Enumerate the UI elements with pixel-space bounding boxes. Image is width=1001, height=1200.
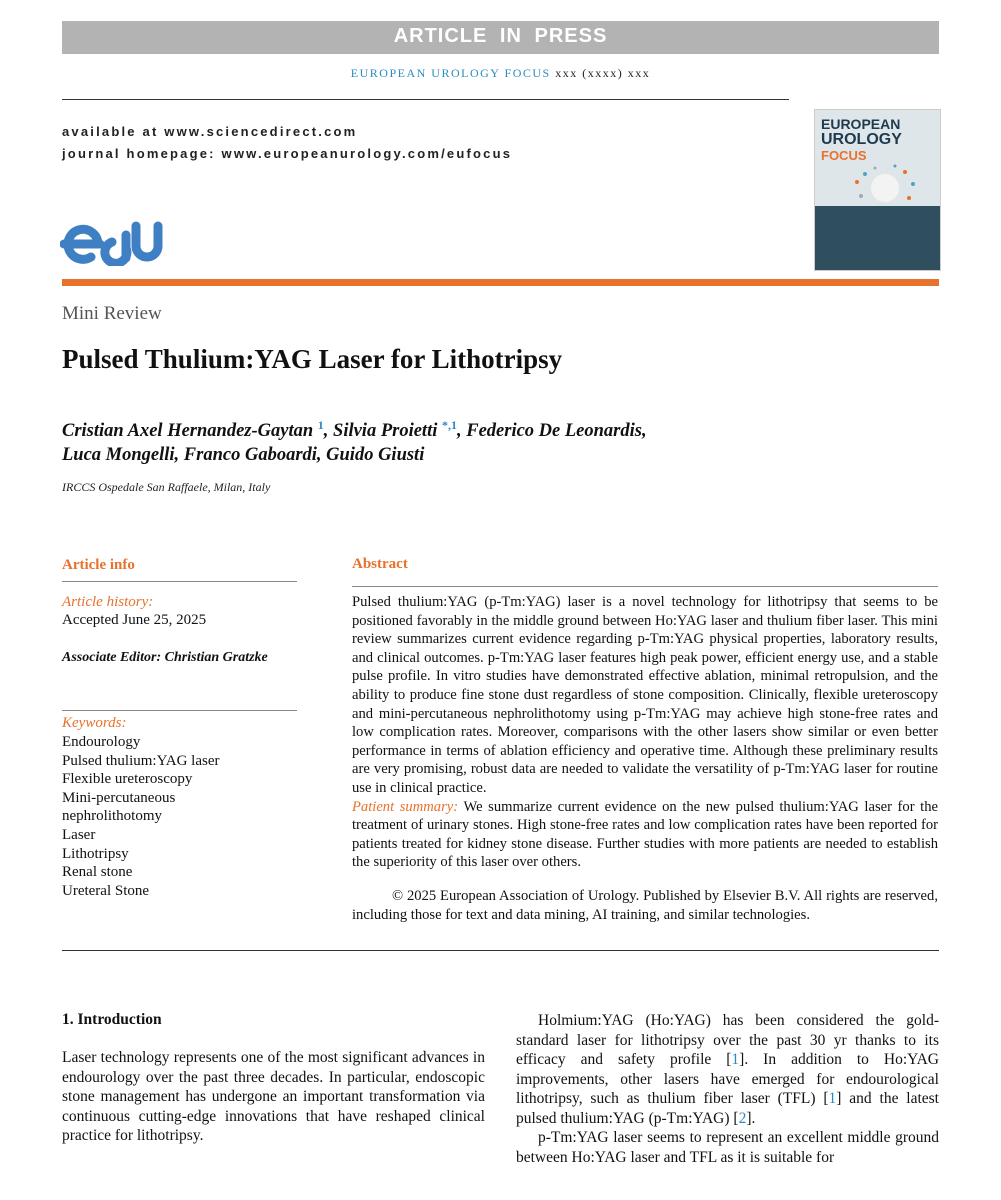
keyword-item: Laser — [62, 826, 96, 843]
keywords-divider — [62, 710, 297, 711]
intro-left-paragraph: Laser technology represents one of the most significant advances in endourology over the past three decades. In particular, endoscopic stone management has undergone an important transformation via continuous cutting-edge innovations that have reshaped clinical practice for lithotripsy. — [62, 1049, 485, 1144]
keyword-item: Pulsed thulium:YAG laser — [62, 752, 220, 769]
journal-citation — [62, 66, 939, 81]
journal-homepage-line[interactable]: journal homepage: www.europeanurology.com/eufocus — [62, 146, 513, 161]
author-list — [62, 413, 882, 467]
article-info-divider — [62, 581, 297, 582]
abstract-bottom-divider — [62, 950, 939, 951]
intro-right-text-d: ]. — [746, 1109, 756, 1127]
cover-title-line3: FOCUS — [821, 148, 867, 163]
article-title: Pulsed Thulium:YAG Laser for Lithotripsy — [62, 344, 563, 374]
journal-cover-image — [814, 109, 941, 271]
orange-divider — [62, 279, 939, 286]
header-divider — [62, 99, 789, 100]
abstract-text — [352, 593, 938, 872]
author-1[interactable]: Cristian Axel Hernandez-Gaytan — [62, 421, 314, 442]
keyword-item: Lithotripsy — [62, 845, 129, 862]
article-history-label: Article history: — [62, 594, 154, 610]
author-2[interactable]: Silvia Proietti — [333, 421, 438, 442]
citation-link[interactable]: 2 — [738, 1109, 747, 1127]
author-2-affiliation-mark[interactable]: *,1 — [441, 418, 457, 432]
available-at-line[interactable]: available at www.sciencedirect.com — [62, 124, 358, 139]
cover-title-line1: EUROPEAN — [821, 116, 901, 132]
keyword-item: Ureteral Stone — [62, 882, 150, 899]
keyword-item: Mini-percutaneous — [62, 789, 176, 806]
citation-link[interactable]: 1 — [828, 1090, 837, 1107]
citation-link[interactable]: 1 — [731, 1051, 740, 1068]
author-line-2[interactable]: Luca Mongelli, Franco Gaboardi, Guido Giusti — [62, 445, 425, 466]
article-type-label: Mini Review — [62, 303, 162, 324]
keyword-item: nephrolithotomy — [62, 808, 162, 825]
keywords-label: Keywords: — [62, 715, 127, 731]
patient-summary-label: Patient summary: — [352, 798, 459, 815]
article-in-press-banner: ARTICLE IN PRESS — [62, 21, 939, 54]
affiliation: IRCCS Ospedale San Raffaele, Milan, Italy — [62, 480, 271, 494]
article-info-heading: Article info — [62, 557, 135, 573]
accepted-date: Accepted June 25, 2025 — [62, 612, 207, 628]
cover-title-line2: UROLOGY — [821, 131, 902, 148]
abstract-heading: Abstract — [352, 556, 408, 572]
intro-right-paragraph-1 — [516, 1011, 939, 1128]
copyright-notice: © 2025 European Association of Urology. Published by Elsevier B.V. All rights are reserved, including those for text and data mining, AI training, and similar technologies. — [352, 888, 938, 923]
author-3[interactable]: Federico De Leonardis, — [466, 421, 647, 442]
intro-right-paragraph-2: p-Tm:YAG laser seems to represent an excellent middle ground between Ho:YAG laser and TFL as it is suitable for — [516, 1129, 939, 1166]
journal-name-link[interactable]: EUROPEAN UROLOGY FOCUS — [350, 66, 551, 80]
author-1-affiliation-mark[interactable]: 1 — [317, 418, 324, 432]
keyword-item: Flexible ureteroscopy — [62, 771, 193, 788]
cover-bottom-band — [815, 206, 940, 270]
intro-right-text-b: ]. In addition to Ho:YAG improvements, other lasers have emerged for endourological lithotripsy, such as thulium fiber laser (TFL) [ — [516, 1051, 939, 1107]
intro-right-text-c: ] and the latest pulsed thulium:YAG (p-Tm:YAG) [ — [516, 1090, 939, 1127]
abstract-body: Pulsed thulium:YAG (p-Tm:YAG) laser is a novel technology for lithotripsy that seems to be positioned favorably in the middle ground between Ho:YAG laser and thulium fiber laser. This mini review summarizes current evidence regarding p-Tm:YAG physical properties, laboratory results, and clinical outcomes. p-Tm:YAG laser features high peak power, efficient energy use, and a stable pulse profile. In vitro studies have demonstrated effective ablation, minimal retropulsion, and the ability to produce fine stone dust regardless of stone composition. Clinically, flexible ureteroscopy and mini-percutaneous nephrolithotomy using p-Tm:YAG may achieve high stone-free rates and low complication rates. Moreover, comparisons with the other lasers show similar or even better performance in terms of ablation efficiency and operative time. Although these preliminary results are very promising, robust data are needed to validate the versatility of p-Tm:YAG laser for routine use in clinical practice. — [352, 594, 938, 796]
keyword-item: Renal stone — [62, 864, 133, 881]
author-line-1: Cristian Axel Hernandez-Gaytan $^1$, Silvia Proietti $^{*,1}$, Federico De Leonardis, — [62, 418, 647, 442]
journal-volume: xxx (xxxx) xxx — [555, 66, 651, 80]
abstract-divider — [352, 586, 938, 587]
patient-summary-text: We summarize current evidence on the new pulsed thulium:YAG laser for the treatment of urinary stones. High stone-free rates and low complication rates have been reported for patients treated for kidney stone disease. Further studies with more patients are needed to establish the superiority of this laser over others. — [352, 798, 938, 871]
intro-right-text-a: Holmium:YAG (Ho:YAG) has been considered the gold-standard laser for lithotripsy over the past 30 yr thanks to its efficacy and safety profile [ — [516, 1012, 939, 1068]
introduction-heading: 1. Introduction — [62, 1011, 162, 1028]
keyword-item: Endourology — [62, 734, 141, 750]
cover-dots-graphic — [845, 162, 925, 206]
eau-logo — [60, 218, 164, 266]
keyword-list — [62, 733, 220, 900]
associate-editor: Associate Editor: Christian Gratzke — [62, 650, 268, 665]
